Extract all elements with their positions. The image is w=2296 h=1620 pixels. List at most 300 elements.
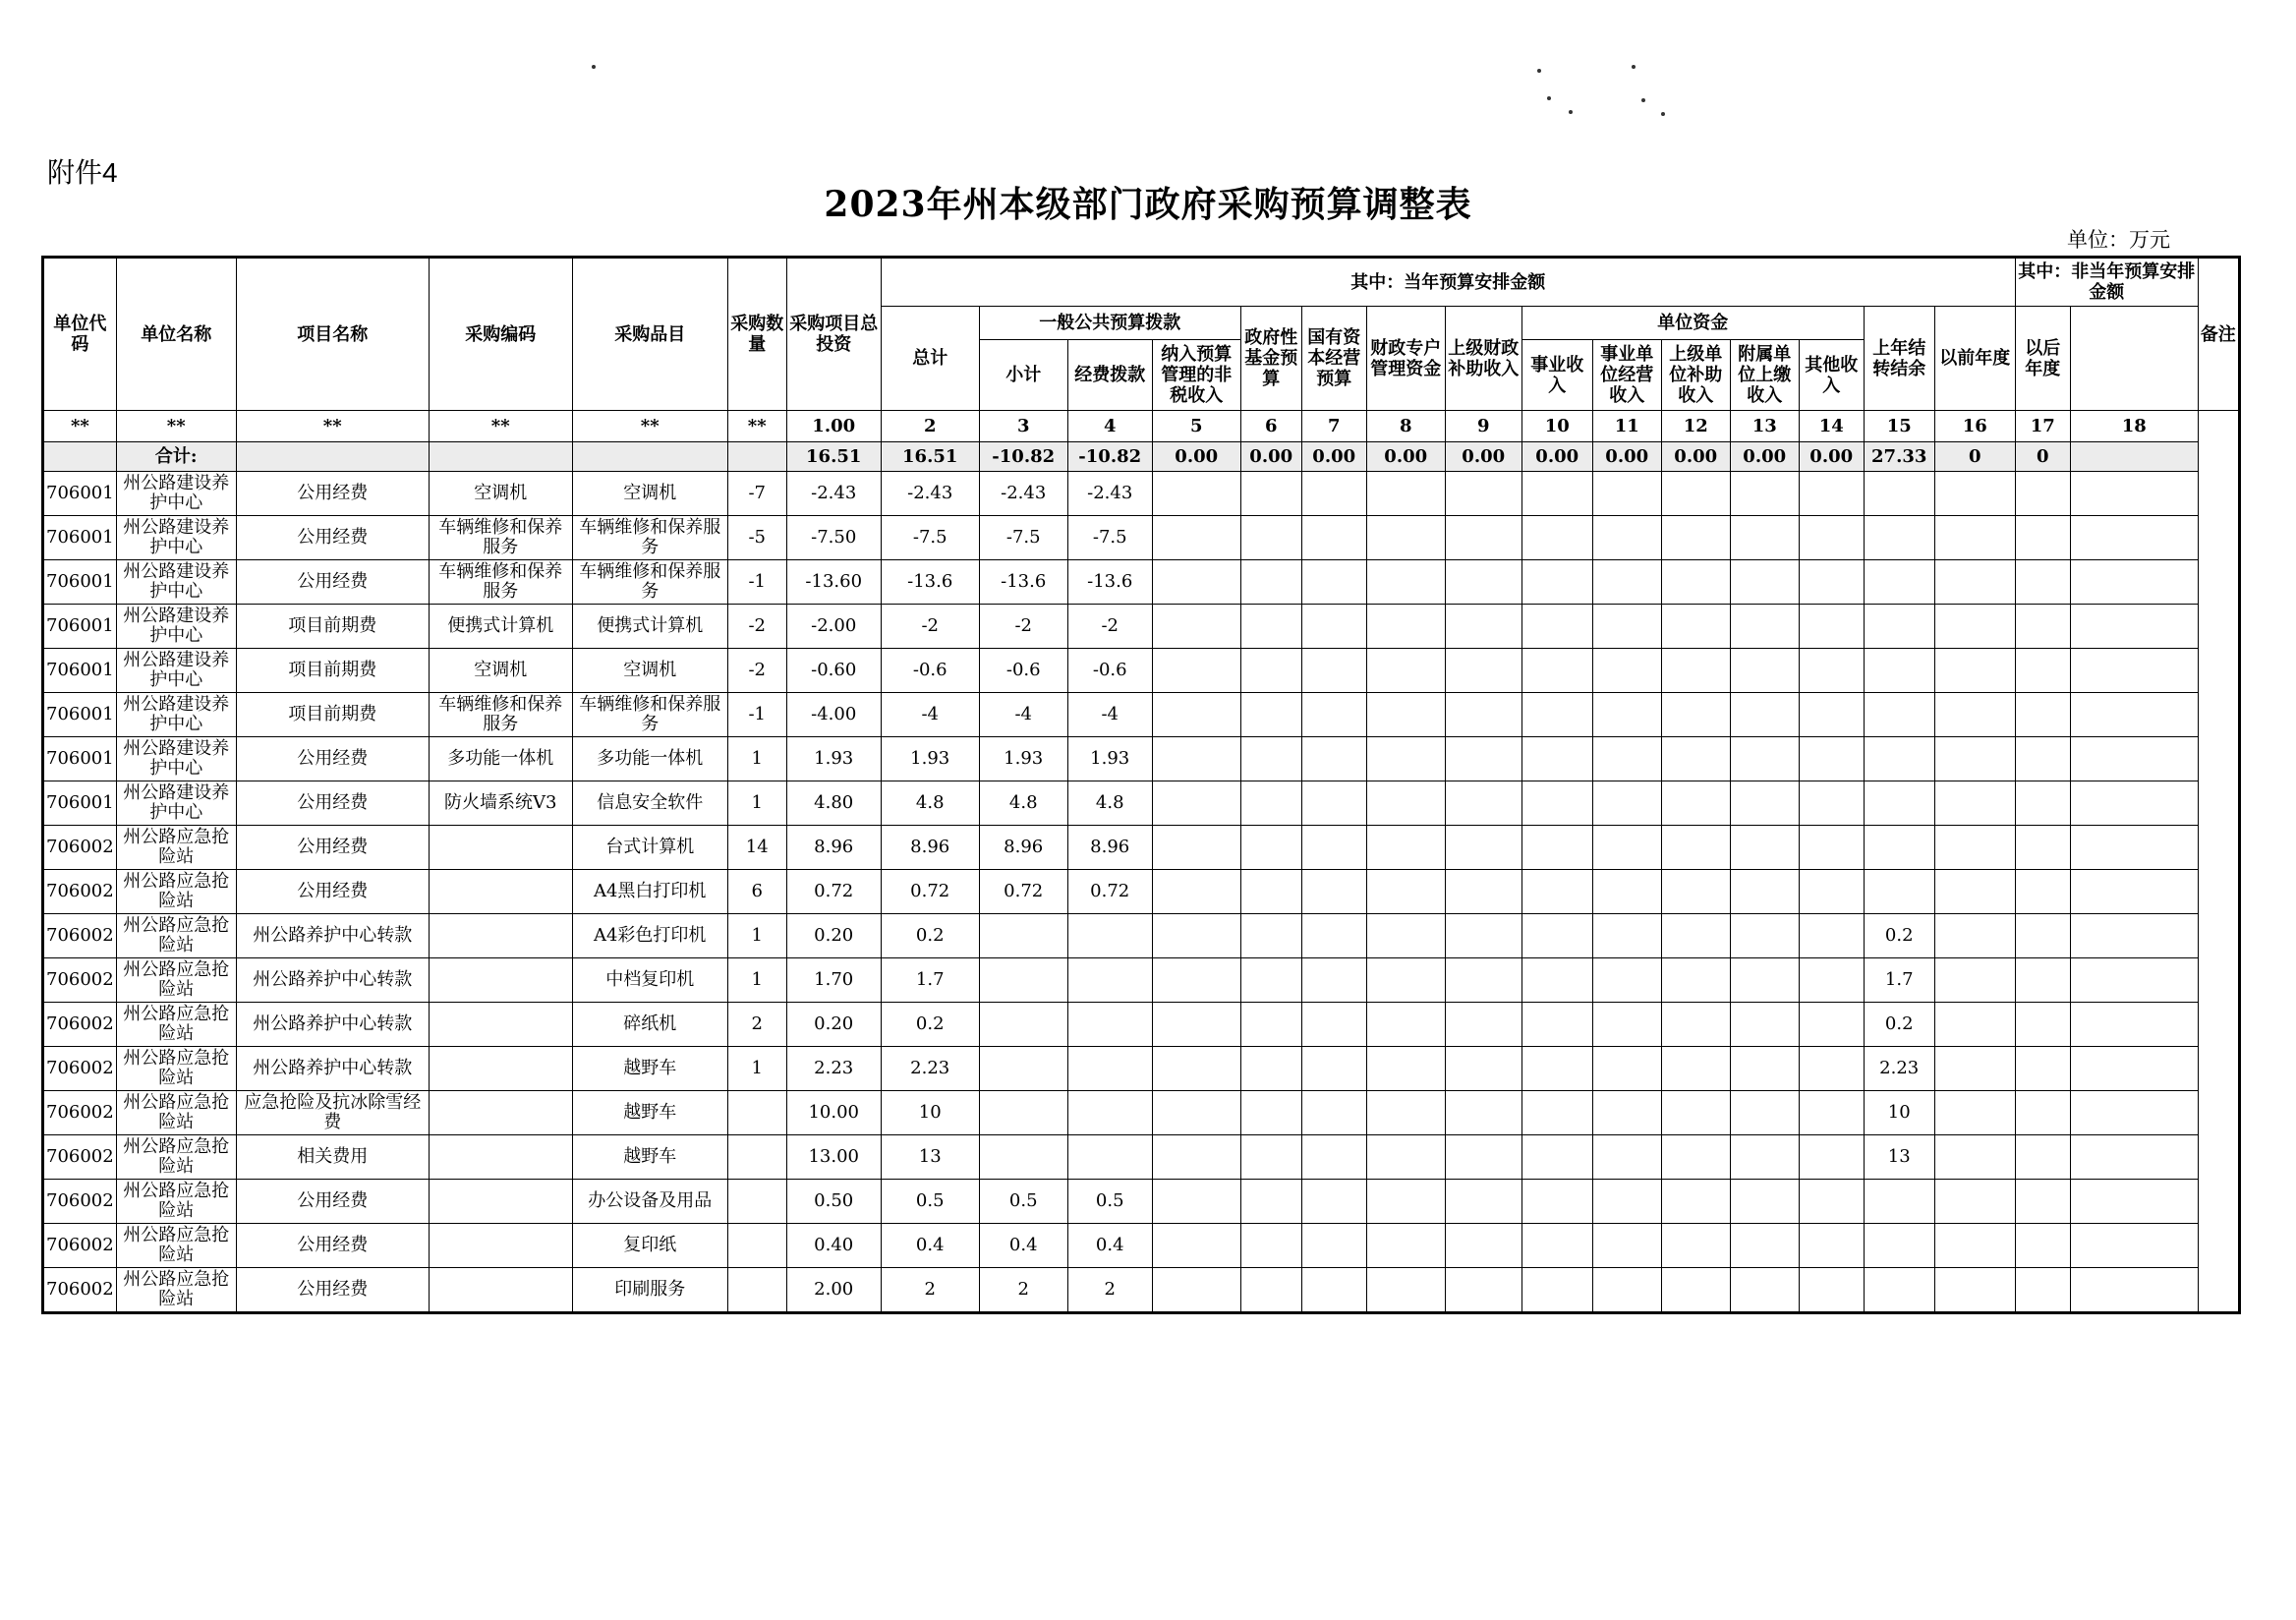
table-cell: 州公路应急抢险站 [116, 1003, 236, 1047]
table-cell [1730, 1268, 1799, 1313]
table-cell [1445, 1003, 1521, 1047]
table-cell: 公用经费 [236, 737, 429, 781]
table-cell [1152, 649, 1240, 693]
table-cell [1067, 1047, 1152, 1091]
totals-cell: 0.00 [1521, 442, 1592, 472]
table-cell [1934, 560, 2015, 605]
table-cell [2015, 870, 2070, 914]
table-cell [1445, 1135, 1521, 1180]
table-cell [1864, 1180, 1934, 1224]
table-cell: 项目前期费 [236, 605, 429, 649]
table-cell: 越野车 [572, 1091, 727, 1135]
table-cell [1934, 1224, 2015, 1268]
table-row [43, 1091, 2240, 1135]
table-cell [1592, 1268, 1661, 1313]
table-cell [2015, 560, 2070, 605]
table-cell: -1 [727, 693, 786, 737]
table-cell [1661, 516, 1730, 560]
header-nontax-income: 纳入预算管理的非税收入 [1152, 340, 1240, 411]
header-operating-income: 事业单位经营收入 [1592, 340, 1661, 411]
table-cell [1152, 870, 1240, 914]
table-cell [1730, 472, 1799, 516]
index-cell: 14 [1799, 411, 1864, 442]
table-cell: 13 [881, 1135, 979, 1180]
table-cell [2015, 516, 2070, 560]
table-cell [1799, 1003, 1864, 1047]
table-cell [1366, 1135, 1445, 1180]
header-purchase-item: 采购品目 [572, 258, 727, 411]
table-cell [1301, 1047, 1366, 1091]
table-cell: 13 [1864, 1135, 1934, 1180]
table-cell [1592, 516, 1661, 560]
table-cell: -2.43 [979, 472, 1067, 516]
table-cell [1521, 516, 1592, 560]
table-cell: 706002 [43, 1180, 117, 1224]
table-cell: -5 [727, 516, 786, 560]
table-cell [1934, 649, 2015, 693]
table-cell [1661, 560, 1730, 605]
table-cell: 相关费用 [236, 1135, 429, 1180]
table-cell: 2.23 [786, 1047, 881, 1091]
table-cell [1445, 958, 1521, 1003]
table-cell [2070, 958, 2198, 1003]
table-cell: 1 [727, 737, 786, 781]
table-cell [979, 914, 1067, 958]
table-cell [1240, 693, 1301, 737]
table-cell [1366, 870, 1445, 914]
table-cell: -7.50 [786, 516, 881, 560]
table-cell: 公用经费 [236, 516, 429, 560]
table-cell [1240, 1268, 1301, 1313]
table-cell [2015, 781, 2070, 826]
table-cell [1934, 958, 2015, 1003]
table-cell [727, 1224, 786, 1268]
table-cell: 0.2 [881, 1003, 979, 1047]
table-cell: 州公路养护中心转款 [236, 914, 429, 958]
table-cell: 州公路应急抢险站 [116, 1180, 236, 1224]
table-cell [1864, 1268, 1934, 1313]
table-cell [1445, 914, 1521, 958]
table-cell [1730, 826, 1799, 870]
table-cell [2015, 1224, 2070, 1268]
table-cell [1301, 516, 1366, 560]
table-cell [1521, 737, 1592, 781]
scan-speck [1537, 69, 1541, 73]
table-cell: 2.23 [881, 1047, 979, 1091]
table-cell: -2.43 [786, 472, 881, 516]
table-cell [1152, 472, 1240, 516]
table-cell [1445, 693, 1521, 737]
table-cell [1240, 781, 1301, 826]
table-cell: 4.8 [1067, 781, 1152, 826]
index-cell: 12 [1661, 411, 1730, 442]
table-cell [1366, 1224, 1445, 1268]
table-cell [2070, 1224, 2198, 1268]
table-cell: 公用经费 [236, 781, 429, 826]
table-cell: 项目前期费 [236, 693, 429, 737]
table-cell: 州公路建设养护中心 [116, 605, 236, 649]
table-cell [1799, 560, 1864, 605]
table-cell [1934, 1268, 2015, 1313]
table-cell [2070, 737, 2198, 781]
table-cell: 2 [881, 1268, 979, 1313]
table-cell [2070, 1003, 2198, 1047]
table-cell: 州公路养护中心转款 [236, 1003, 429, 1047]
table-cell [2070, 1135, 2198, 1180]
table-cell: 1.93 [979, 737, 1067, 781]
table-cell [1934, 1003, 2015, 1047]
table-cell: 706002 [43, 958, 117, 1003]
table-row [43, 914, 2240, 958]
table-cell [1366, 1180, 1445, 1224]
table-cell [1521, 914, 1592, 958]
table-cell: 14 [727, 826, 786, 870]
index-cell: 2 [881, 411, 979, 442]
table-cell: -13.60 [786, 560, 881, 605]
table-cell [1521, 1224, 1592, 1268]
table-cell: 4.80 [786, 781, 881, 826]
table-cell [1730, 605, 1799, 649]
table-cell [1366, 1003, 1445, 1047]
table-cell [429, 870, 572, 914]
table-cell: 州公路建设养护中心 [116, 649, 236, 693]
table-cell: 10 [1864, 1091, 1934, 1135]
table-cell: -2 [727, 649, 786, 693]
table-cell [727, 1091, 786, 1135]
table-row [43, 1180, 2240, 1224]
table-cell [429, 1224, 572, 1268]
table-cell [1661, 737, 1730, 781]
table-row [43, 516, 2240, 560]
table-cell [1730, 1047, 1799, 1091]
table-row [43, 472, 2240, 516]
table-cell: 2 [727, 1003, 786, 1047]
table-cell [1934, 1135, 2015, 1180]
index-cell: 10 [1521, 411, 1592, 442]
header-total: 总计 [881, 307, 979, 411]
table-cell [979, 1003, 1067, 1047]
header-purchase-code: 采购编码 [429, 258, 572, 411]
table-cell [1799, 1047, 1864, 1091]
table-cell: 州公路应急抢险站 [116, 958, 236, 1003]
table-cell [1592, 693, 1661, 737]
table-cell [1799, 649, 1864, 693]
table-cell [1366, 781, 1445, 826]
totals-cell [43, 442, 117, 472]
index-cell: 17 [2015, 411, 2070, 442]
table-cell [1366, 914, 1445, 958]
index-cell: 18 [2070, 411, 2198, 442]
header-remarks: 备注 [2198, 258, 2239, 411]
table-cell [1661, 870, 1730, 914]
table-cell [1864, 693, 1934, 737]
totals-cell [236, 442, 429, 472]
table-cell: 车辆维修和保养服务 [572, 693, 727, 737]
table-cell: 1 [727, 958, 786, 1003]
table-cell [1799, 472, 1864, 516]
table-cell [1661, 1180, 1730, 1224]
table-cell [1301, 870, 1366, 914]
table-cell [1240, 1135, 1301, 1180]
table-cell [1366, 737, 1445, 781]
table-cell: 州公路应急抢险站 [116, 914, 236, 958]
table-cell: 1 [727, 914, 786, 958]
table-cell: 1.93 [881, 737, 979, 781]
table-cell: 州公路应急抢险站 [116, 1047, 236, 1091]
table-cell [1592, 560, 1661, 605]
table-cell: 空调机 [572, 649, 727, 693]
header-prior-years: 以前年度 [1934, 307, 2015, 411]
table-row [43, 1047, 2240, 1091]
table-cell [429, 1003, 572, 1047]
table-cell [1445, 472, 1521, 516]
table-cell [1301, 737, 1366, 781]
table-cell [1592, 958, 1661, 1003]
table-cell [429, 1180, 572, 1224]
table-cell [429, 826, 572, 870]
table-row [43, 870, 2240, 914]
table-cell [1521, 1003, 1592, 1047]
table-cell [1730, 781, 1799, 826]
table-cell: 4.8 [881, 781, 979, 826]
table-cell [727, 1135, 786, 1180]
table-cell [2070, 870, 2198, 914]
table-cell [2070, 781, 2198, 826]
table-cell: 8.96 [881, 826, 979, 870]
table-cell [2015, 826, 2070, 870]
header-other-income: 其他收入 [1799, 340, 1864, 411]
table-cell [1152, 1003, 1240, 1047]
totals-cell: -10.82 [979, 442, 1067, 472]
totals-cell: 0 [2015, 442, 2070, 472]
table-cell [2070, 649, 2198, 693]
table-cell [1799, 781, 1864, 826]
table-cell: -13.6 [979, 560, 1067, 605]
table-cell [1366, 560, 1445, 605]
table-cell [1934, 870, 2015, 914]
header-superior-unit-subsidy: 上级单位补助收入 [1661, 340, 1730, 411]
table-cell: 6 [727, 870, 786, 914]
table-cell: 706001 [43, 605, 117, 649]
table-cell [1445, 737, 1521, 781]
table-cell [1301, 914, 1366, 958]
table-cell [1445, 1224, 1521, 1268]
table-cell [1934, 1047, 2015, 1091]
table-cell [1521, 649, 1592, 693]
table-cell: 706002 [43, 870, 117, 914]
table-cell [1152, 826, 1240, 870]
table-cell: 多功能一体机 [429, 737, 572, 781]
table-cell [429, 1091, 572, 1135]
table-cell [1240, 472, 1301, 516]
table-cell [1592, 1047, 1661, 1091]
table-cell [1730, 1224, 1799, 1268]
table-cell [1592, 826, 1661, 870]
table-cell [2015, 1268, 2070, 1313]
index-cell: 1.00 [786, 411, 881, 442]
table-row [43, 649, 2240, 693]
table-cell [1521, 605, 1592, 649]
table-cell [1730, 914, 1799, 958]
table-cell [2070, 1047, 2198, 1091]
table-cell: 706002 [43, 1224, 117, 1268]
totals-cell [429, 442, 572, 472]
table-cell [1730, 649, 1799, 693]
table-cell [2015, 1135, 2070, 1180]
table-cell [2015, 605, 2070, 649]
totals-cell: 0.00 [1301, 442, 1366, 472]
table-cell [1301, 560, 1366, 605]
table-cell [2015, 1047, 2070, 1091]
table-cell: 州公路建设养护中心 [116, 781, 236, 826]
table-cell: 公用经费 [236, 1224, 429, 1268]
table-cell: 0.20 [786, 1003, 881, 1047]
table-cell: 10 [881, 1091, 979, 1135]
table-cell [979, 1135, 1067, 1180]
table-cell: 1.7 [1864, 958, 1934, 1003]
table-cell [1445, 1180, 1521, 1224]
scan-speck [1547, 96, 1551, 100]
index-cell: 6 [1240, 411, 1301, 442]
totals-cell: 16.51 [881, 442, 979, 472]
table-cell: -7.5 [979, 516, 1067, 560]
index-cell: 7 [1301, 411, 1366, 442]
table-cell [1864, 1224, 1934, 1268]
table-cell: 越野车 [572, 1047, 727, 1091]
index-cell: ** [43, 411, 117, 442]
table-cell [1445, 649, 1521, 693]
table-cell [1864, 870, 1934, 914]
table-row [43, 1135, 2240, 1180]
table-cell [1521, 560, 1592, 605]
table-row [43, 560, 2240, 605]
table-cell [1934, 516, 2015, 560]
table-cell: 州公路养护中心转款 [236, 958, 429, 1003]
table-cell [1934, 472, 2015, 516]
table-cell [1730, 870, 1799, 914]
table-cell [1240, 1047, 1301, 1091]
table-cell: -4 [979, 693, 1067, 737]
table-cell [1864, 516, 1934, 560]
table-cell: -2 [881, 605, 979, 649]
index-cell: ** [727, 411, 786, 442]
table-cell [1067, 914, 1152, 958]
totals-cell: 0.00 [1661, 442, 1730, 472]
table-cell: 州公路建设养护中心 [116, 516, 236, 560]
table-cell [1152, 1268, 1240, 1313]
table-cell [1445, 826, 1521, 870]
table-cell [1152, 560, 1240, 605]
table-cell [2070, 1268, 2198, 1313]
table-cell [1730, 1180, 1799, 1224]
table-cell: 项目前期费 [236, 649, 429, 693]
table-cell: 2.23 [1864, 1047, 1934, 1091]
table-cell: 公用经费 [236, 472, 429, 516]
table-cell: 706002 [43, 1135, 117, 1180]
table-cell: 州公路建设养护中心 [116, 560, 236, 605]
table-cell [1301, 693, 1366, 737]
table-row [43, 781, 2240, 826]
totals-cell: -10.82 [1067, 442, 1152, 472]
table-cell: 8.96 [1067, 826, 1152, 870]
index-cell: ** [116, 411, 236, 442]
scan-speck [1641, 98, 1645, 102]
table-cell [1445, 870, 1521, 914]
table-cell [1592, 781, 1661, 826]
page-title: 2023年州本级部门政府采购预算调整表 [824, 184, 1472, 225]
table-cell [1445, 605, 1521, 649]
table-cell: 州公路应急抢险站 [116, 1224, 236, 1268]
table-cell: 越野车 [572, 1135, 727, 1180]
table-cell [1521, 1180, 1592, 1224]
table-cell [1799, 958, 1864, 1003]
table-cell [1934, 693, 2015, 737]
table-cell [1301, 958, 1366, 1003]
table-cell: 0.5 [979, 1180, 1067, 1224]
table-cell [1521, 1091, 1592, 1135]
table-cell [1240, 737, 1301, 781]
table-cell [1864, 649, 1934, 693]
table-cell [429, 1047, 572, 1091]
table-cell [1730, 737, 1799, 781]
table-cell [1152, 1135, 1240, 1180]
table-cell [1934, 1180, 2015, 1224]
table-cell [1592, 649, 1661, 693]
table-cell [1934, 781, 2015, 826]
table-cell: -13.6 [881, 560, 979, 605]
table-cell [429, 914, 572, 958]
table-cell: -7.5 [1067, 516, 1152, 560]
table-cell: -0.6 [881, 649, 979, 693]
table-cell [1661, 1047, 1730, 1091]
table-cell [1301, 1224, 1366, 1268]
table-cell [1301, 605, 1366, 649]
table-cell: 0.40 [786, 1224, 881, 1268]
table-cell [1864, 560, 1934, 605]
table-cell: 1.93 [786, 737, 881, 781]
table-cell: 0.72 [786, 870, 881, 914]
table-cell [727, 1180, 786, 1224]
header-quantity: 采购数量 [727, 258, 786, 411]
table-cell: 706001 [43, 737, 117, 781]
table-cell [1152, 914, 1240, 958]
table-cell: 防火墙系统V3 [429, 781, 572, 826]
index-cell: 16 [1934, 411, 2015, 442]
table-cell: -7 [727, 472, 786, 516]
table-cell [1799, 605, 1864, 649]
table-cell [1152, 1224, 1240, 1268]
table-cell [2070, 1180, 2198, 1224]
table-cell [1592, 472, 1661, 516]
table-cell [1521, 958, 1592, 1003]
table-cell [1445, 1091, 1521, 1135]
totals-cell: 合计: [116, 442, 236, 472]
header-unit-name: 单位名称 [116, 258, 236, 411]
table-cell [1799, 737, 1864, 781]
header-subtotal: 小计 [979, 340, 1067, 411]
table-cell: 706002 [43, 914, 117, 958]
index-cell: 3 [979, 411, 1067, 442]
table-cell [1661, 1003, 1730, 1047]
table-cell: -2 [1067, 605, 1152, 649]
table-cell [1934, 826, 2015, 870]
table-cell [1152, 693, 1240, 737]
table-cell: 0.5 [1067, 1180, 1152, 1224]
table-cell [1661, 781, 1730, 826]
table-cell [1799, 826, 1864, 870]
table-cell: 空调机 [572, 472, 727, 516]
totals-cell: 0.00 [1730, 442, 1799, 472]
